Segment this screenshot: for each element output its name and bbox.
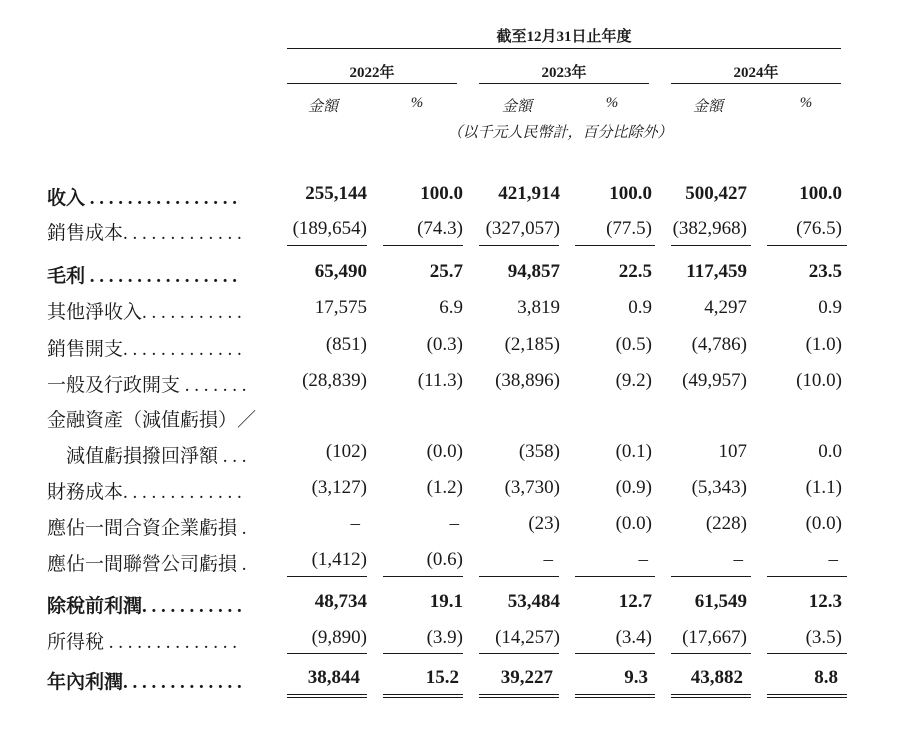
amount-header-2024: 金額 <box>692 99 723 115</box>
cell: (189,654) <box>292 218 367 239</box>
year-rule-2023 <box>479 83 649 84</box>
amount-header-2022: 金額 <box>307 99 338 115</box>
cell: (4,786) <box>691 334 747 355</box>
total-double-rule <box>575 694 655 698</box>
cell: (102) <box>325 441 367 462</box>
cell: 255,144 <box>305 183 367 204</box>
row-label-impairment: 金融資產（減值虧損）／ <box>47 410 257 431</box>
cell: – <box>733 549 743 570</box>
cell: (77.5) <box>606 218 652 239</box>
cell: – <box>828 549 838 570</box>
row-label-associate-loss: 應佔一間聯營公司虧損 . <box>47 554 247 575</box>
cell: – <box>350 513 360 534</box>
unit-note: （以千元人民幣計，百分比除外） <box>447 125 673 141</box>
cell: 53,484 <box>507 591 560 612</box>
cell: 100.0 <box>609 183 652 204</box>
amount-header-2023: 金額 <box>501 99 532 115</box>
cell: (5,343) <box>691 477 747 498</box>
year-header-2022: 2022年 <box>349 65 395 81</box>
cell: 61,549 <box>694 591 747 612</box>
subtotal-rule <box>383 576 463 577</box>
year-header-2024: 2024年 <box>733 65 779 81</box>
cell: (0.0) <box>805 513 842 534</box>
cell: 39,227 <box>500 667 553 688</box>
subtotal-rule <box>671 653 751 654</box>
cell: (2,185) <box>504 334 560 355</box>
cell: 9.3 <box>624 667 648 688</box>
cell: (14,257) <box>495 627 560 648</box>
cell: (0.1) <box>615 441 652 462</box>
pct-header-2024: % <box>799 95 813 111</box>
subtotal-rule <box>575 653 655 654</box>
cell: 107 <box>718 441 747 462</box>
subtotal-rule <box>767 576 847 577</box>
row-label-gross-profit: 毛利 . . . . . . . . . . . . . . . . <box>47 266 238 287</box>
cell: (327,057) <box>485 218 560 239</box>
pct-header-2023: % <box>605 95 619 111</box>
subtotal-rule <box>671 576 751 577</box>
cell: (228) <box>705 513 747 534</box>
total-double-rule <box>479 694 559 698</box>
cell: 0.0 <box>818 441 842 462</box>
subtotal-rule <box>287 576 367 577</box>
row-label-selling-expenses: 銷售開支. . . . . . . . . . . . . <box>47 339 242 360</box>
cell: 65,490 <box>314 261 367 282</box>
cell: 12.3 <box>808 591 842 612</box>
row-label-finance-costs: 財務成本. . . . . . . . . . . . . <box>47 482 242 503</box>
subtotal-rule <box>479 653 559 654</box>
cell: 100.0 <box>799 183 842 204</box>
subtotal-rule <box>287 245 367 246</box>
cell: 19.1 <box>429 591 463 612</box>
cell: (17,667) <box>682 627 747 648</box>
cell: 421,914 <box>498 183 560 204</box>
cell: 23.5 <box>808 261 842 282</box>
period-rule <box>287 48 841 49</box>
cell: (3,127) <box>311 477 367 498</box>
row-label-income-tax: 所得稅 . . . . . . . . . . . . . . <box>47 632 238 653</box>
cell: (9.2) <box>615 370 652 391</box>
row-label-profit-before-tax: 除稅前利潤. . . . . . . . . . . <box>47 596 242 617</box>
row-label-profit-for-year: 年內利潤. . . . . . . . . . . . . <box>47 672 242 693</box>
row-label-impairment-reversal: 減值虧損撥回淨額 . . . <box>66 446 247 467</box>
cell: 43,882 <box>690 667 743 688</box>
cell: (358) <box>518 441 560 462</box>
row-label-other-net-income: 其他淨收入. . . . . . . . . . . <box>47 302 242 323</box>
cell: 100.0 <box>420 183 463 204</box>
cell: (74.3) <box>417 218 463 239</box>
cell: 117,459 <box>686 261 747 282</box>
cell: (0.9) <box>615 477 652 498</box>
cell: 4,297 <box>704 297 747 318</box>
cell: – <box>543 549 553 570</box>
cell: 48,734 <box>314 591 367 612</box>
subtotal-rule <box>479 576 559 577</box>
cell: 38,844 <box>307 667 360 688</box>
cell: 12.7 <box>618 591 652 612</box>
cell: (382,968) <box>672 218 747 239</box>
cell: (76.5) <box>796 218 842 239</box>
subtotal-rule <box>287 653 367 654</box>
subtotal-rule <box>575 245 655 246</box>
cell: 94,857 <box>507 261 560 282</box>
cell: (1,412) <box>311 549 367 570</box>
cell: (38,896) <box>495 370 560 391</box>
year-rule-2022 <box>287 83 457 84</box>
row-label-cost-of-sales: 銷售成本. . . . . . . . . . . . . <box>47 223 242 244</box>
cell: (0.0) <box>426 441 463 462</box>
cell: (28,839) <box>302 370 367 391</box>
cell: (3.5) <box>805 627 842 648</box>
subtotal-rule <box>671 245 751 246</box>
cell: (1.0) <box>805 334 842 355</box>
cell: 17,575 <box>314 297 367 318</box>
subtotal-rule <box>383 245 463 246</box>
cell: – <box>449 513 459 534</box>
cell: 25.7 <box>429 261 463 282</box>
cell: 0.9 <box>628 297 652 318</box>
subtotal-rule <box>575 576 655 577</box>
cell: (0.0) <box>615 513 652 534</box>
cell: 6.9 <box>439 297 463 318</box>
cell: (23) <box>528 513 560 534</box>
cell: (10.0) <box>796 370 842 391</box>
row-label-revenue: 收入 . . . . . . . . . . . . . . . . <box>47 188 238 209</box>
cell: (11.3) <box>417 370 463 391</box>
cell: (851) <box>325 334 367 355</box>
subtotal-rule <box>383 653 463 654</box>
cell: – <box>638 549 648 570</box>
year-rule-2024 <box>671 83 841 84</box>
cell: 3,819 <box>517 297 560 318</box>
cell: 22.5 <box>618 261 652 282</box>
year-header-2023: 2023年 <box>541 65 587 81</box>
total-double-rule <box>671 694 751 698</box>
cell: 500,427 <box>685 183 747 204</box>
cell: 8.8 <box>814 667 838 688</box>
cell: (0.5) <box>615 334 652 355</box>
cell: (3,730) <box>504 477 560 498</box>
row-label-admin-expenses: 一般及行政開支 . . . . . . . <box>47 375 247 396</box>
cell: (1.2) <box>426 477 463 498</box>
period-title: 截至12月31日止年度 <box>496 29 632 45</box>
cell: (0.3) <box>426 334 463 355</box>
total-double-rule <box>383 694 463 698</box>
cell: (0.6) <box>426 549 463 570</box>
subtotal-rule <box>767 245 847 246</box>
subtotal-rule <box>479 245 559 246</box>
cell: 0.9 <box>818 297 842 318</box>
cell: (9,890) <box>311 627 367 648</box>
row-label-jv-loss: 應佔一間合資企業虧損 . <box>47 518 247 539</box>
subtotal-rule <box>767 653 847 654</box>
total-double-rule <box>767 694 847 698</box>
cell: (3.9) <box>426 627 463 648</box>
cell: (3.4) <box>615 627 652 648</box>
cell: (49,957) <box>682 370 747 391</box>
pct-header-2022: % <box>410 95 424 111</box>
cell: 15.2 <box>425 667 459 688</box>
cell: (1.1) <box>805 477 842 498</box>
total-double-rule <box>287 694 367 698</box>
